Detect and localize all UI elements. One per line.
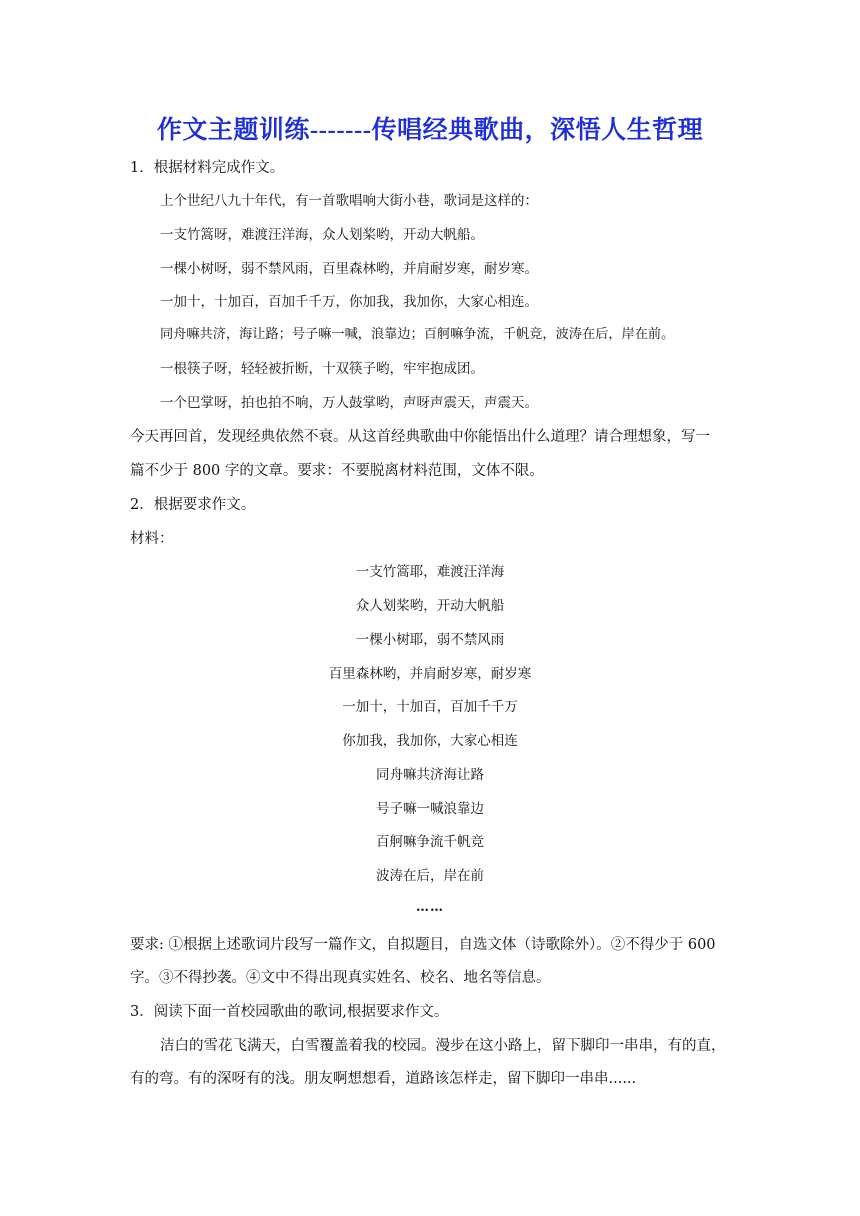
q2-lyric-line: 百舸嘛争流千帆竞 [376,834,484,850]
q1-intro: 上个世纪八九十年代，有一首歌唱响大街小巷，歌词是这样的： [160,193,538,209]
q2-lyric-line: 号子嘛一喊浪靠边 [376,801,484,817]
q1-lyric-line: 一支竹篙呀，难渡汪洋海，众人划桨哟，开动大帆船。 [160,227,484,243]
document-title: 作文主题训练-------传唱经典歌曲，深悟人生哲理 [156,117,704,144]
q1-task-text: 篇不少于 800 字的文章。要求：不要脱离材料范围，文体不限。 [130,463,544,479]
q2-lyric-line: 一加十，十加百，百加千千万 [342,699,518,715]
q2-requirement-text: 字。③不得抄袭。④文中不得出现真实姓名、校名、地名等信息。 [130,970,551,986]
q2-requirement-text: 要求: ①根据上述歌词片段写一篇作文，自拟题目，自选文体（诗歌除外）。②不得少于 600 [130,937,716,953]
q1-heading: 1．根据材料完成作文。 [130,160,285,176]
q2-material-label: 材料： [130,531,174,547]
q3-lyric-paragraph: 洁白的雪花飞满天，白雪覆盖着我的校园。漫步在这小路上，留下脚印一串串，有的直， [160,1038,726,1054]
q3-lyric-paragraph: 有的弯。有的深呀有的浅。朋友啊想想看，道路该怎样走，留下脚印一串串...... [130,1071,637,1087]
q2-lyric-line: 一支竹篙耶，难渡汪洋海 [355,564,505,580]
q1-lyric-line: 一棵小树呀，弱不禁风雨，百里森林哟，并肩耐岁寒，耐岁寒。 [160,261,538,277]
q2-lyric-line: 众人划桨哟，开动大帆船 [355,598,505,614]
q1-task-text: 今天再回首，发现经典依然不衰。从这首经典歌曲中你能悟出什么道理？请合理想象，写一 [130,429,710,445]
q2-lyric-line: 你加我，我加你，大家心相连 [342,733,518,749]
q2-lyric-line: 波涛在后，岸在前 [376,868,484,884]
q1-lyric-line: 一加十，十加百，百加千千万，你加我，我加你，大家心相连。 [160,294,538,310]
q2-lyric-line: 一棵小树耶，弱不禁风雨 [355,632,505,648]
q1-lyric-line: 一个巴掌呀，拍也拍不响，万人鼓掌哟，声呀声震天，声震天。 [160,395,538,411]
q3-heading: 3．阅读下面一首校园歌曲的歌词,根据要求作文。 [130,1004,449,1020]
q2-heading: 2．根据要求作文。 [130,497,256,513]
q1-lyric-line: 一根筷子呀，轻轻被折断，十双筷子哟，牢牢抱成团。 [160,361,484,377]
q2-ellipsis: …… [416,900,444,915]
q1-lyric-line: 同舟嘛共济，海让路；号子嘛一喊，浪靠边；百舸嘛争流，千帆竞，波涛在后，岸在前。 [160,327,675,342]
q2-lyric-line: 同舟嘛共济海让路 [376,767,484,783]
q2-lyric-line: 百里森林哟，并肩耐岁寒，耐岁寒 [328,666,532,682]
